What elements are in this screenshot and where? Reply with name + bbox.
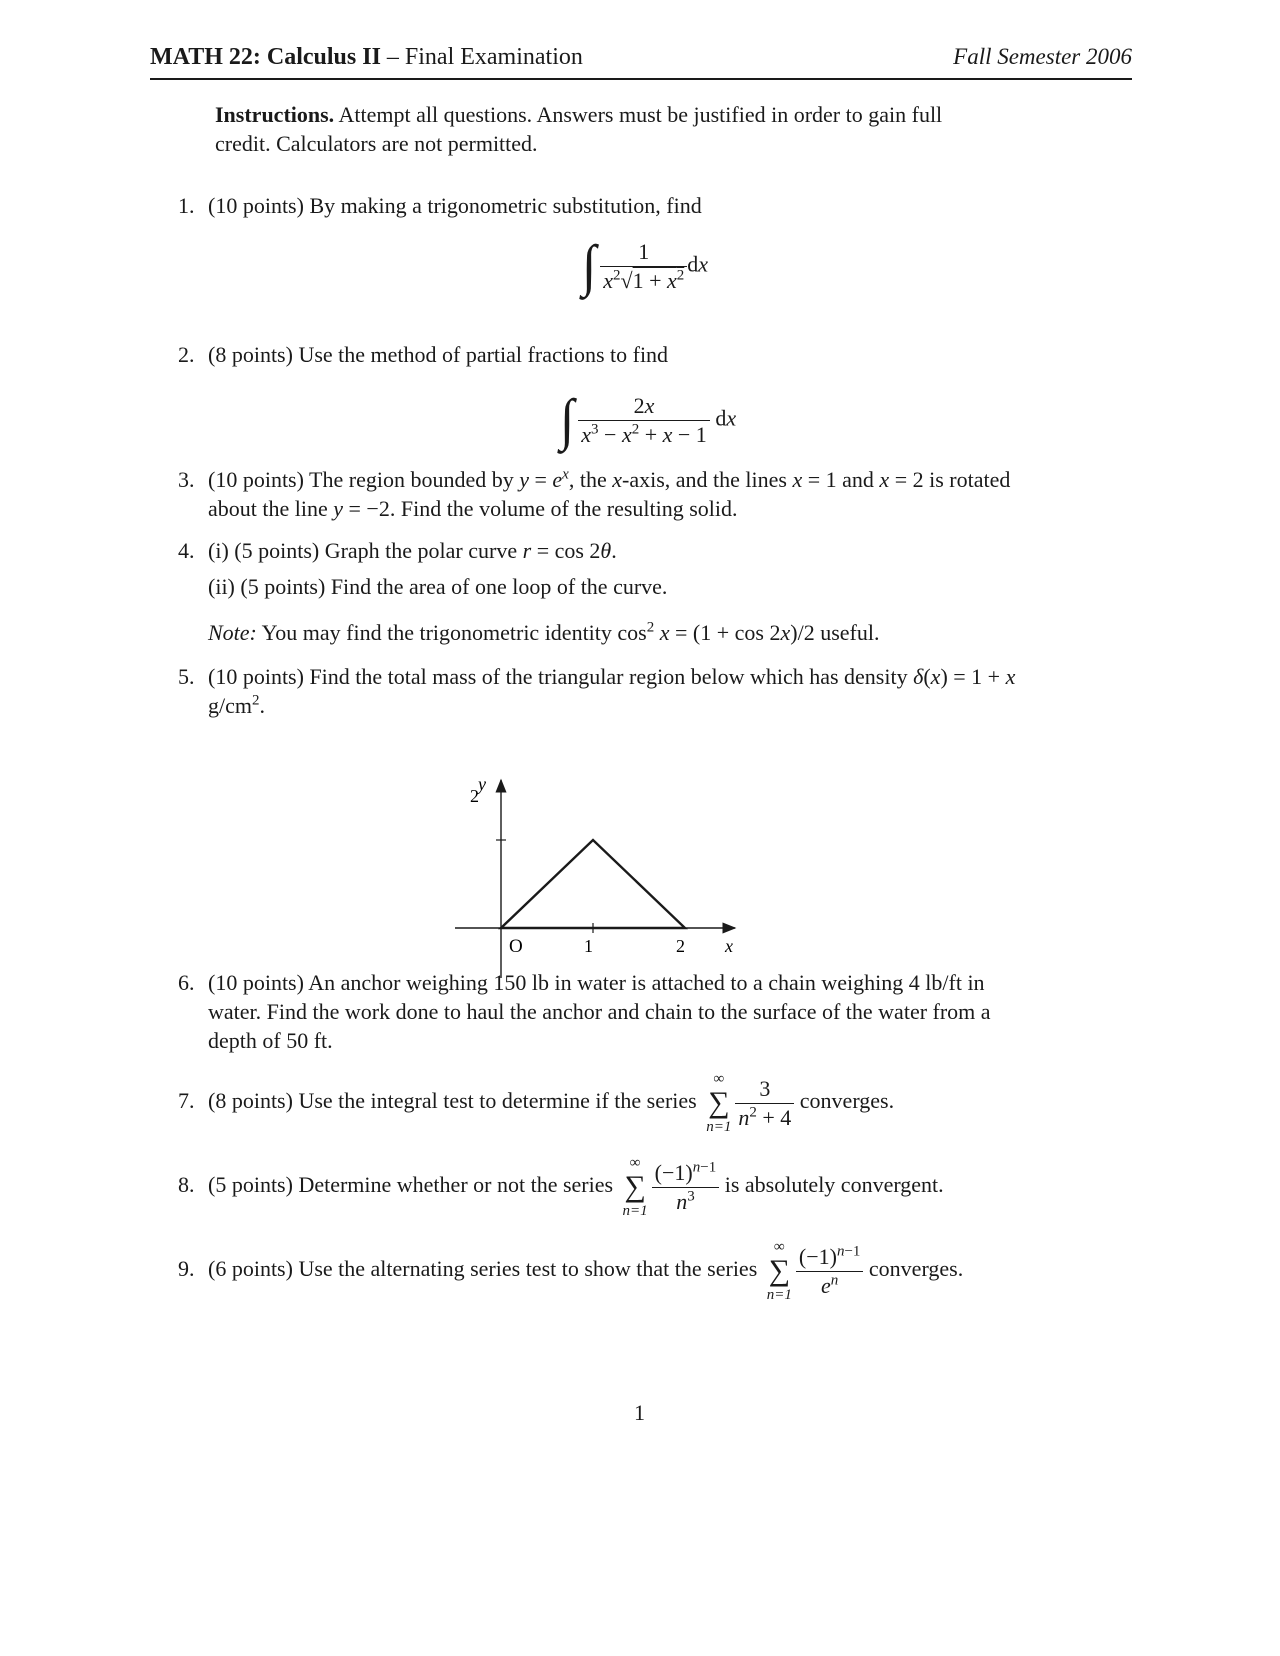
question-text: (8 points) Use the method of partial fractions to find bbox=[208, 342, 669, 367]
question-9: 9. (6 points) Use the alternating series test to show that the series ∞ ∑ n=1 $\frac{(-1)^{n-1}}{e^n}$ converges. bbox=[178, 1239, 964, 1303]
part-i: (i) (5 points) Graph the polar curve bbox=[208, 538, 523, 563]
page-number: 1 bbox=[634, 1400, 645, 1425]
course-title bbox=[150, 44, 583, 71]
y-axis-label: y bbox=[478, 774, 486, 794]
question-text: (10 points) By making a trigonometric substitution, find bbox=[208, 193, 702, 218]
triangle-region bbox=[501, 840, 685, 928]
page-header bbox=[150, 44, 1132, 80]
question-7: 7. (8 points) Use the integral test to determine if the series ∞ ∑ n=1 $\frac{3}{n^2 + 4}$ converges. bbox=[178, 1071, 895, 1135]
y-tick-label-2: 2 bbox=[470, 786, 479, 806]
instructions bbox=[215, 100, 975, 158]
question-number: 7. bbox=[178, 1088, 195, 1113]
question-number: 2. bbox=[178, 342, 195, 367]
question-number: 3. bbox=[178, 467, 195, 492]
origin-label: O bbox=[509, 936, 523, 957]
exam-name: – Final Examination bbox=[380, 44, 583, 70]
question-number: 1. bbox=[178, 193, 195, 218]
x-tick-label-2: 2 bbox=[676, 936, 685, 956]
question-number: 9. bbox=[178, 1256, 195, 1281]
semester: Fall Semester 2006 bbox=[953, 44, 1132, 69]
instructions-label: Instructions. bbox=[215, 102, 335, 127]
part-ii: (ii) (5 points) Find the area of one loop of the curve. bbox=[208, 574, 668, 599]
instructions-text: Attempt all questions. Answers must be justified in order to gain full credit. Calculators are not permitted. bbox=[215, 102, 943, 156]
question-number: 8. bbox=[178, 1172, 195, 1197]
question-number: 6. bbox=[178, 970, 195, 995]
question-number: 5. bbox=[178, 664, 195, 689]
question-number: 4. bbox=[178, 538, 195, 563]
integral-1: ∫ $\frac{1}{x^2√1 + x^2}$ dx bbox=[582, 234, 709, 298]
question-8: 8. (5 points) Determine whether or not the series ∞ ∑ n=1 $\frac{(-1)^{n-1}}{n^3}$ is absolutely convergent. bbox=[178, 1155, 944, 1219]
triangle-graph bbox=[420, 760, 780, 990]
x-axis-label: x bbox=[725, 936, 733, 956]
x-tick-label-1: 1 bbox=[584, 936, 593, 956]
integral-2: ∫ $\frac{2x}{x^3 - x^2 + x - 1}$ dx bbox=[560, 388, 737, 452]
course-code: MATH 22: Calculus II bbox=[150, 44, 381, 70]
exam-page: MATH 22: Calculus II – Final Examination Fall Semester 2006 Instructions. Attempt all questions. Answers must be justified in order to gain full credit. Calculators are not permitted. 1. (10 points) By making a trigonometric substitution, find ∫ $\frac{1}{x^2√1 + x^2}$ dx 2. (8 points) Use the method of partial fractions to find ∫ $\frac{2x}{x^3 - x^2 + x - 1}$ dx 3. (10 points) The region bounded by $y = e^x$, the x-axis, and the lines x = 1 and x = 2 is rotated about the line y = −2. Find the volume of the resulting solid. 4. (i) (5 points) Graph the polar curve r = cos 2θ. (ii) (5 points) Find the area of one loop of the curve. Note: You may find the trigonometric identity $\cos^2 x = (1 + \cos 2x)/2$ useful. 5. (10 points) Find the total mass of the triangular region below which has density δ(x) = 1 + x $g/cm^2$. y 2 O 1 2 x 6. (10 points) An anchor weighing 150 lb in water is attached to a chain weighing 4 lb/ft in water. Find the work done to haul the anchor and chain to the surface of the water from a depth of 50 ft. 7. (8 points) Use the integral test to determine if the series ∞ ∑ n=1 $\frac{3}{n^2 + 4}$ converges. 8. (5 points) Determine whether or not the series ∞ ∑ n=1 $\frac{(-1)^{n-1}}{n^3}$ is absolutely convergent. 9. (6 points) Use the alternating series test to show that the series ∞ ∑ n=1 $\frac{(-1)^{n-1}}{e^n}$ converges. 1 bbox=[0, 0, 1280, 1656]
